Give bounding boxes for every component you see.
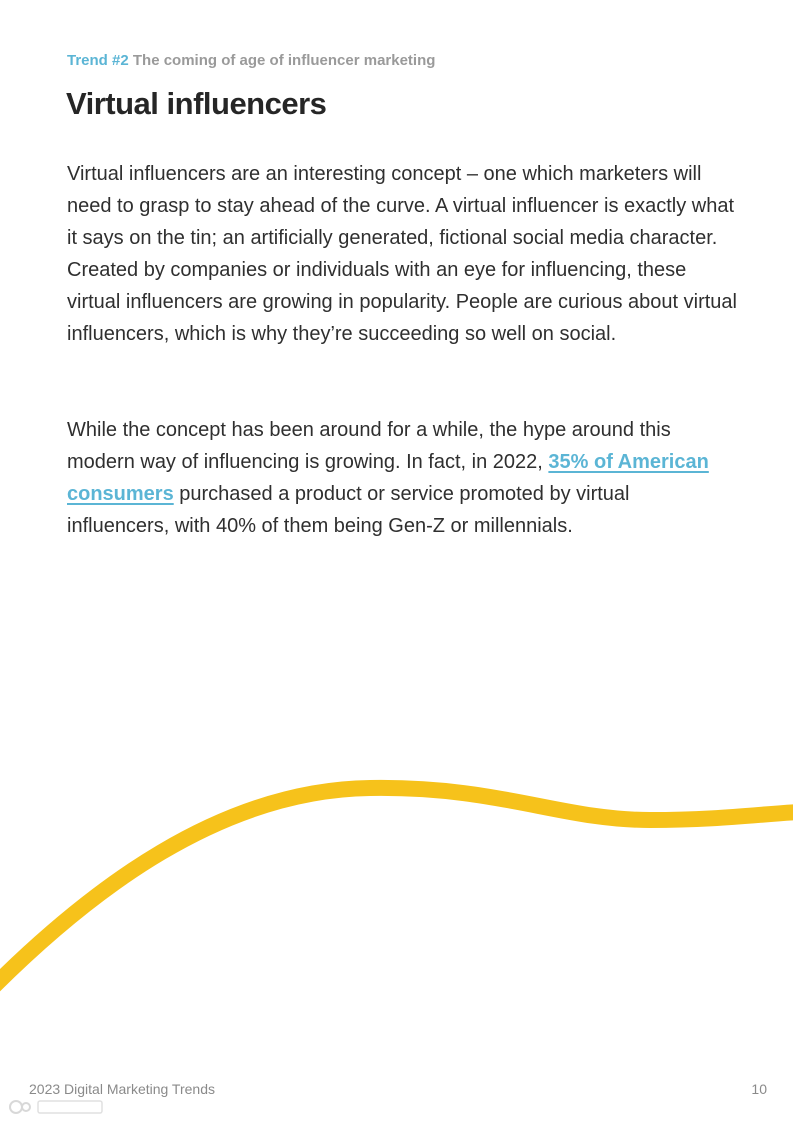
section-kicker [67,52,435,69]
trend-label: Trend #2 [67,52,129,69]
paragraph-text-after-link: purchased a product or service promoted by virtual influencers, with 40% of them being Gen-Z or millennials. [67,483,630,537]
paragraph-intro: Virtual influencers are an interesting concept – one which marketers will need to grasp to stay ahead of the curve. A virtual influencer is exactly what it says on the tin; an artificially generated, fictional social media character. Created by companies or individuals with an eye for influencing, these virtual influencers are growing in popularity. People are curious about virtual influencers, which is why they’re succeeding so well on social. [67,163,737,345]
footer-page-number: 10 [751,1081,767,1097]
paragraph-statistics [67,414,737,542]
footer-document-title: 2023 Digital Marketing Trends [29,1081,215,1097]
yellow-wave-stroke [0,788,793,990]
decorative-wave [0,740,793,1020]
section-title: The coming of age of influencer marketing [132,52,436,69]
page-title: Virtual influencers [66,86,327,121]
paragraph-text-before-link: While the concept has been around for a while, the hype around this modern way of influencing is growing. In fact, in 2022, [67,419,671,473]
consumers-stat-link[interactable]: 35% of American consumers [67,451,709,505]
watermark-logo [8,1097,108,1117]
